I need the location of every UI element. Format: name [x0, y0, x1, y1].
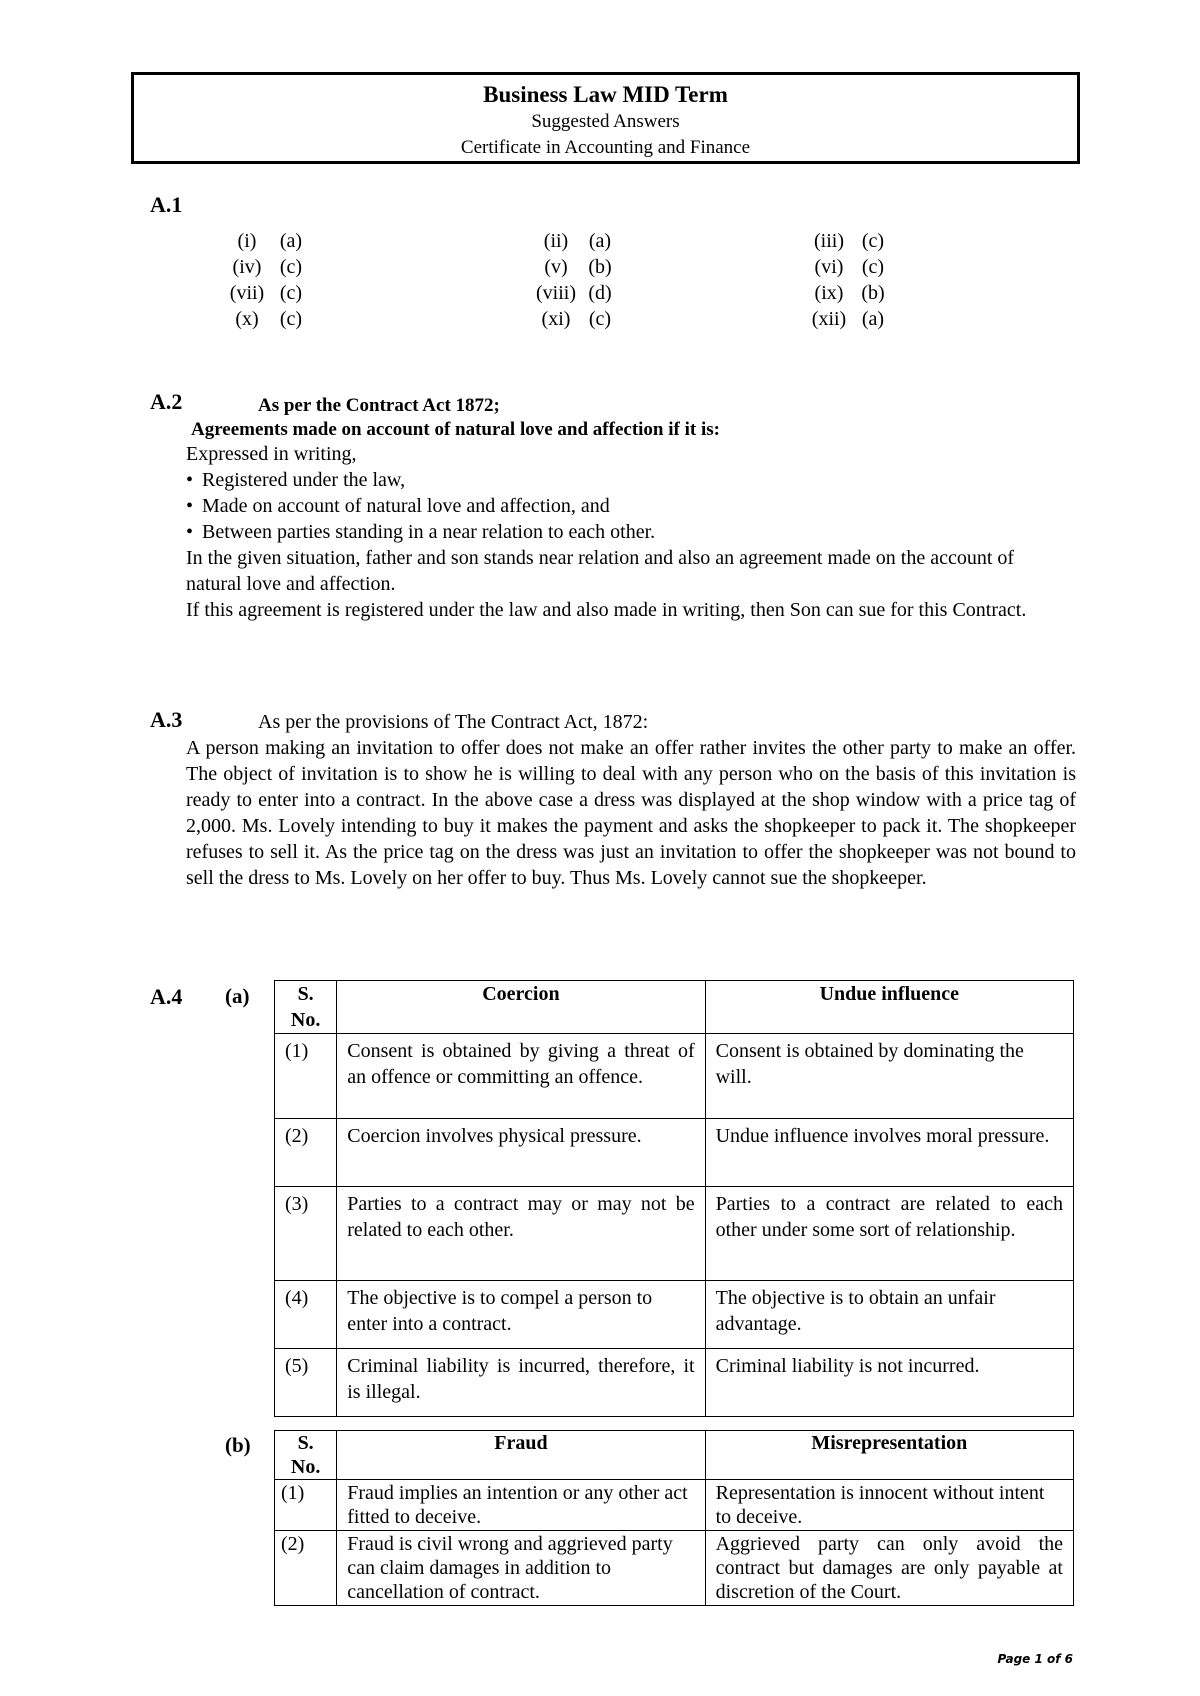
table-cell: (5): [275, 1349, 337, 1417]
mcq-column-3: [800, 228, 888, 332]
question-number: (vi): [814, 256, 844, 278]
document-subtitle: Suggested Answers: [531, 111, 680, 132]
table-header-row: [275, 1431, 1074, 1480]
bullet-icon: •: [186, 469, 194, 491]
question-number: (iv): [232, 256, 262, 278]
table-cell: The objective is to compel a person to enter into a contract.: [337, 1281, 705, 1349]
mcq-column-1: [218, 228, 306, 332]
answer-choice: (a): [588, 230, 612, 252]
bullet-icon: •: [186, 521, 194, 543]
answer-4b-label: (b): [225, 1433, 251, 1457]
list-item-text: Registered under the law,: [202, 469, 406, 491]
answer-3-intro: As per the provisions of The Contract Act, 1872:: [258, 711, 649, 733]
table-cell: Criminal liability is incurred, therefore, it is illegal.: [337, 1349, 705, 1417]
question-number: (i): [237, 230, 257, 252]
mcq-item: [527, 254, 615, 280]
answer-4a-label: (a): [225, 984, 250, 1008]
table-cell: (2): [275, 1119, 337, 1187]
list-item: [186, 519, 1076, 545]
list-item: [186, 467, 1076, 493]
answer-choice: (c): [861, 230, 885, 252]
page-number: Page 1 of 6: [997, 1652, 1073, 1666]
table-row: [275, 1119, 1074, 1187]
answer-choice: (c): [279, 256, 303, 278]
table-cell: Representation is innocent without intent to deceive.: [705, 1480, 1073, 1531]
table-row: [275, 1281, 1074, 1349]
answer-choice: (c): [588, 308, 612, 330]
question-number: (xii): [811, 308, 847, 330]
question-number: (x): [235, 308, 259, 330]
table-cell: Consent is obtained by dominating the will.: [705, 1034, 1073, 1119]
table-header-row: [275, 981, 1074, 1034]
question-number: (v): [544, 256, 568, 278]
question-number: (viii): [536, 282, 576, 304]
answer-choice: (c): [279, 308, 303, 330]
mcq-item: [218, 228, 306, 254]
mcq-item: [218, 254, 306, 280]
answer-2-conclusion: If this agreement is registered under the law and also made in writing, then Son can sue for this Contract.: [186, 599, 1027, 621]
answer-2-label: A.2: [150, 389, 183, 414]
table-cell: (2): [275, 1531, 337, 1606]
list-item-text: Between parties standing in a near relation to each other.: [202, 521, 656, 543]
table-cell: Undue influence involves moral pressure.: [705, 1119, 1073, 1187]
table-cell: Aggrieved party can only avoid the contract but damages are only payable at discretion of the Court.: [705, 1531, 1073, 1606]
table-cell: Fraud implies an intention or any other act fitted to deceive.: [337, 1480, 705, 1531]
column-header: Undue influence: [705, 981, 1073, 1034]
list-item-text: Made on account of natural love and affection, and: [202, 495, 610, 517]
answer-choice: (a): [861, 308, 885, 330]
mcq-item: [800, 280, 888, 306]
table-cell: Fraud is civil wrong and aggrieved party can claim damages in addition to cancellation of contract.: [337, 1531, 705, 1606]
answer-choice: (a): [279, 230, 303, 252]
answer-1-label: A.1: [150, 192, 183, 217]
table-cell: (3): [275, 1187, 337, 1281]
coercion-vs-undue-influence-table: [274, 980, 1074, 1417]
table-cell: Criminal liability is not incurred.: [705, 1349, 1073, 1417]
table-row: [275, 1187, 1074, 1281]
mcq-item: [800, 306, 888, 332]
answer-choice: (d): [588, 282, 612, 304]
column-header: Coercion: [337, 981, 705, 1034]
answer-choice: (c): [861, 256, 885, 278]
table-row: [275, 1034, 1074, 1119]
table-row: [275, 1349, 1074, 1417]
column-header: Misrepresentation: [705, 1431, 1073, 1480]
answer-2-intro: As per the Contract Act 1872;: [258, 395, 500, 416]
answer-choice: (b): [588, 256, 612, 278]
course-name: Certificate in Accounting and Finance: [460, 137, 751, 158]
mcq-item: [800, 254, 888, 280]
answer-2-heading: Agreements made on account of natural love and affection if it is:: [191, 419, 720, 440]
mcq-item: [527, 306, 615, 332]
column-header: S. No.: [275, 1431, 337, 1480]
fraud-vs-misrepresentation-table: [274, 1430, 1074, 1606]
table-cell: Parties to a contract may or may not be related to each other.: [337, 1187, 705, 1281]
question-number: (iii): [814, 230, 844, 252]
answer-3-body: A person making an invitation to offer does not make an offer rather invites the other party to make an offer. The object of invitation is to show he is willing to deal with any person who on the basis of this invitation is ready to enter into a contract. In the above case a dress was displayed at the shop window with a price tag of 2,000. Ms. Lovely intending to buy it makes the payment and asks the shopkeeper to pack it. The shopkeeper refuses to sell it. As the price tag on the dress was just an invitation to offer the shopkeeper was not bound to sell the dress to Ms. Lovely on her offer to buy. Thus Ms. Lovely cannot sue the shopkeeper.: [186, 737, 1076, 889]
question-number: (vii): [229, 282, 265, 304]
answer-2-line: Expressed in writing,: [186, 443, 357, 465]
column-header: S. No.: [275, 981, 337, 1034]
mcq-column-2: [527, 228, 615, 332]
table-row: [275, 1480, 1074, 1531]
header-box: [131, 72, 1080, 164]
list-item: [186, 493, 1076, 519]
question-number: (xi): [541, 308, 571, 330]
mcq-item: [218, 306, 306, 332]
answer-2-paragraph-cont: natural love and affection.: [186, 573, 396, 595]
question-number: (ii): [543, 230, 569, 252]
table-cell: Parties to a contract are related to each other under some sort of relationship.: [705, 1187, 1073, 1281]
table-cell: (1): [275, 1034, 337, 1119]
table-cell: The objective is to obtain an unfair advantage.: [705, 1281, 1073, 1349]
answer-choice: (c): [279, 282, 303, 304]
column-header: Fraud: [337, 1431, 705, 1480]
question-number: (ix): [814, 282, 844, 304]
mcq-item: [218, 280, 306, 306]
answer-choice: (b): [861, 282, 885, 304]
table-cell: Consent is obtained by giving a threat of an offence or committing an offence.: [337, 1034, 705, 1119]
mcq-item: [527, 228, 615, 254]
table-cell: Coercion involves physical pressure.: [337, 1119, 705, 1187]
answer-2-body: [186, 441, 1076, 623]
mcq-item: [800, 228, 888, 254]
table-cell: (4): [275, 1281, 337, 1349]
answer-4-label: A.4: [150, 984, 183, 1009]
answer-3-label: A.3: [150, 707, 183, 732]
answer-2-paragraph: In the given situation, father and son stands near relation and also an agreement made on the account of: [186, 547, 1015, 569]
table-cell: (1): [275, 1480, 337, 1531]
bullet-icon: •: [186, 495, 194, 517]
document-title: Business Law MID Term: [483, 82, 728, 107]
mcq-item: [527, 280, 615, 306]
table-row: [275, 1531, 1074, 1606]
